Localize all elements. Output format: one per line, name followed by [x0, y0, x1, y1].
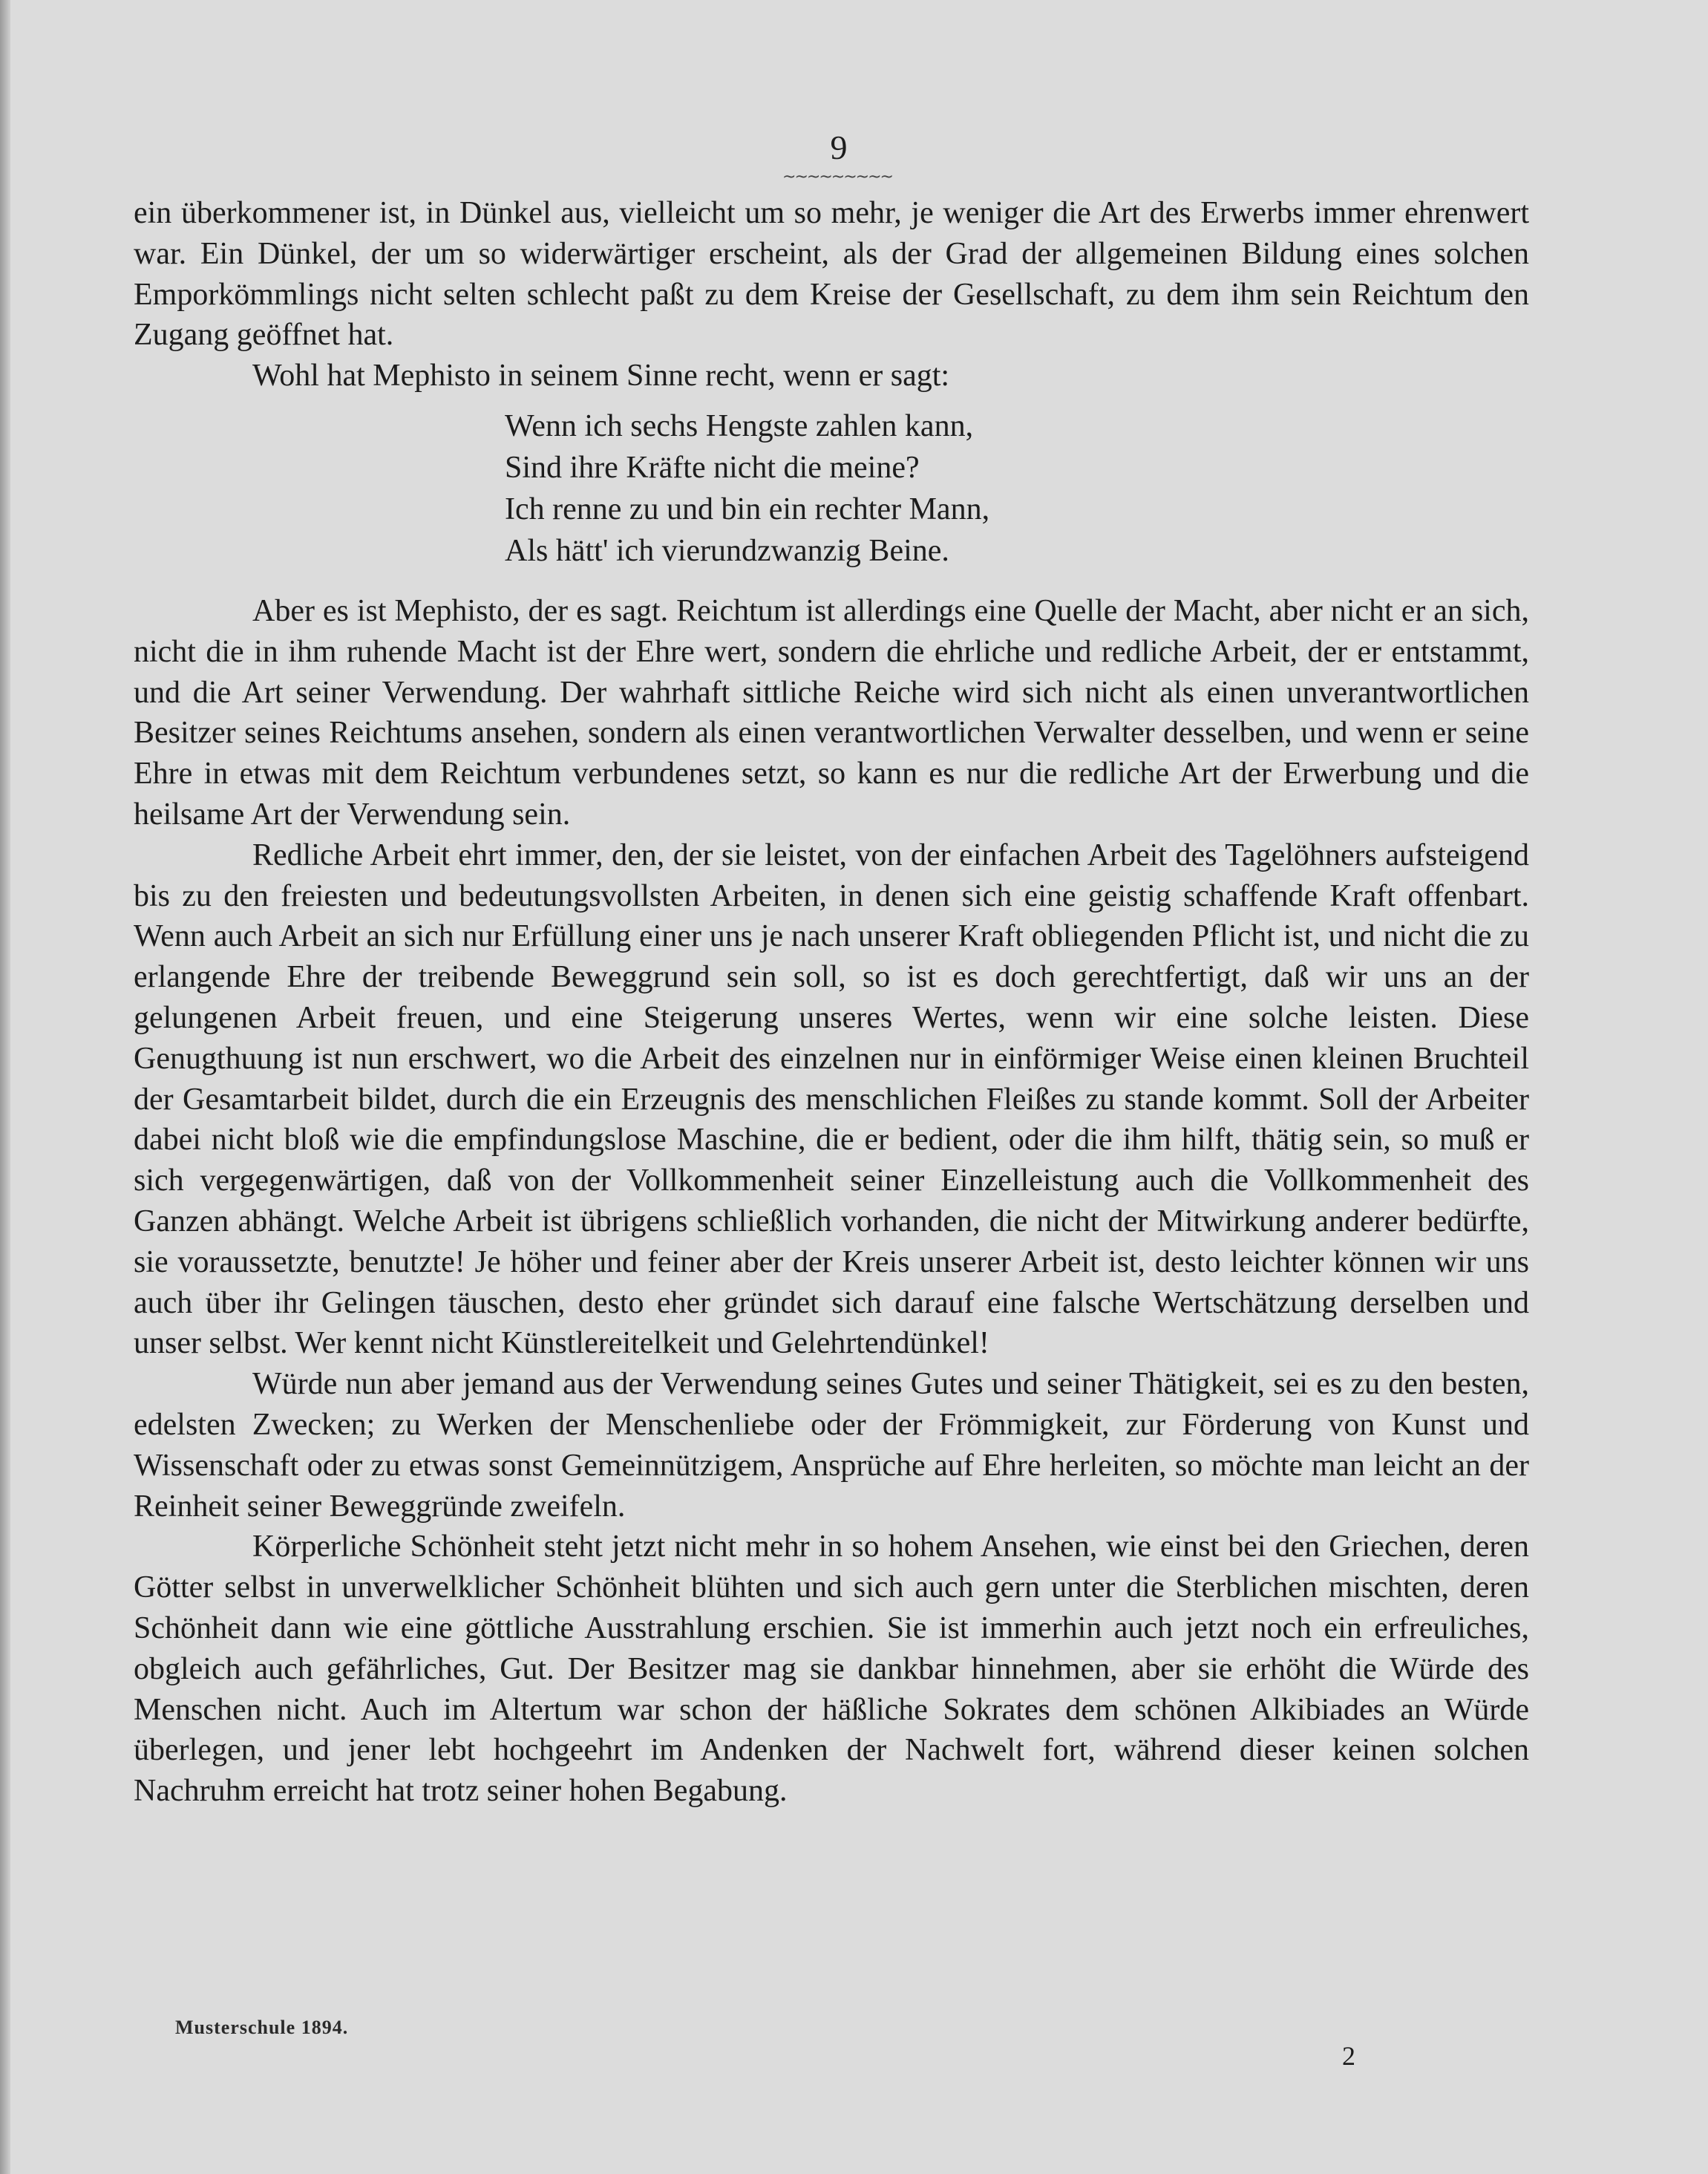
verse-line: Ich renne zu und bin ein rechter Mann,	[505, 492, 990, 526]
verse-line: Sind ihre Kräfte nicht die meine?	[505, 450, 920, 485]
header-ornament: ~~~~~~~~~	[782, 168, 892, 186]
footer-signature: Musterschule 1894.	[175, 2017, 349, 2038]
page-edge-shadow	[0, 0, 10, 2174]
body-text	[134, 193, 1529, 1812]
verse-line: Wenn ich sechs Hengste zahlen kann,	[505, 408, 974, 443]
footer-sheet-number: 2	[1342, 2041, 1355, 2071]
paragraph-continued: ein überkommener ist, in Dünkel aus, vielleicht um so mehr, je weniger die Art des Erwerbs immer ehrenwert war. Ein Dünkel, der um so widerwärtiger erscheint, als der Grad der allgemeinen Bildung eines solchen Emporkömmlings nicht selten schlecht paßt zu dem Kreise der Gesellschaft, zu dem ihm sein Reichtum den Zugang geöffnet hat.	[134, 196, 1529, 353]
verse-quote	[134, 405, 1529, 572]
verse-line: Als hätt' ich vierundzwanzig Beine.	[505, 533, 949, 568]
paragraph-verwendung: Würde nun aber jemand aus der Verwendung seines Gutes und seiner Thätigkeit, sei es zu den besten, edelsten Zwecken; zu Werken der Menschenliebe oder der Frömmigkeit, zur Förderung von Kunst und Wissenschaft oder zu etwas sonst Gemeinnützigem, Ansprüche auf Ehre herleiten, so möchte man leicht an der Reinheit seiner Beweggründe zweifeln.	[134, 1367, 1529, 1524]
paragraph-mephisto-intro: Wohl hat Mephisto in seinem Sinne recht, wenn er sagt:	[252, 359, 950, 394]
page-number: 9	[830, 128, 848, 166]
paragraph-schoenheit: Körperliche Schönheit steht jetzt nicht mehr in so hohem Ansehen, wie einst bei den Griechen, deren Götter selbst in unverwelklicher Schönheit blühten und sich auch gern unter die Sterblichen mischten, deren Schönheit dann wie eine göttliche Ausstrahlung erschien. Sie ist immerhin auch jetzt noch ein erfreuliches, obgleich auch gefährliches, Gut. Der Besitzer mag sie dankbar hinnehmen, aber sie erhöht die Würde des Menschen nicht. Auch im Altertum war schon der häßliche Sokrates dem schönen Alkibiades an Würde überlegen, und jener lebt hochgeehrt im Andenken der Nachwelt fort, während dieser keinen solchen Nachruhm erreicht hat trotz seiner hohen Begabung.	[134, 1530, 1529, 1809]
paragraph-arbeit: Redliche Arbeit ehrt immer, den, der sie leistet, von der einfachen Arbeit des Tagelöhners aufsteigend bis zu den freiesten und bedeutungsvollsten Arbeiten, in denen sich eine geistig schaffende Kraft offenbart. Wenn auch Arbeit an sich nur Erfüllung einer uns je nach unserer Kraft obliegenden Pflicht ist, und nicht die zu erlangende Ehre der treibende Beweggrund sein soll, so ist es doch gerechtfertigt, daß wir uns an der gelungenen Arbeit freuen, und eine Steigerung unseres Wertes, wenn wir eine solche leisten. Diese Genugthuung ist nun erschwert, wo die Arbeit des einzelnen nur in einförmiger Weise einen kleinen Bruchteil der Gesamtarbeit bildet, durch die ein Erzeugnis des menschlichen Fleißes zu stande kommt. Soll der Arbeiter dabei nicht bloß wie die empfindungslose Maschine, die er bedient, oder die ihm hilft, thätig sein, so muß er sich vergegenwärtigen, daß von der Vollkommenheit seiner Einzelleistung auch die Vollkommenheit des Ganzen abhängt. Welche Arbeit ist übrigens schließlich vorhanden, die nicht der Mitwirkung anderer bedürfte, sie voraussetzte, benutzte! Je höher und feiner aber der Kreis unserer Arbeit ist, desto leichter können wir uns auch über ihr Gelingen täuschen, desto eher gründet sich darauf eine falsche Wertschätzung derselben und unser selbst. Wer kennt nicht Künstlereitelkeit und Gelehrtendünkel!	[134, 838, 1529, 1361]
paragraph-reichtum: Aber es ist Mephisto, der es sagt. Reichtum ist allerdings eine Quelle der Macht, aber nicht er an sich, nicht die in ihm ruhende Macht ist der Ehre wert, sondern die ehrliche und redliche Arbeit, der er entstammt, und die Art seiner Verwendung. Der wahrhaft sittliche Reiche wird sich nicht als einen unverantwortlichen Besitzer seines Reichtums ansehen, sondern als einen verantwortlichen Verwalter desselben, und wenn er seine Ehre in etwas mit dem Reichtum verbundenes setzt, so kann es nur die redliche Art der Erwerbung und die heilsame Art der Verwendung sein.	[134, 593, 1529, 832]
